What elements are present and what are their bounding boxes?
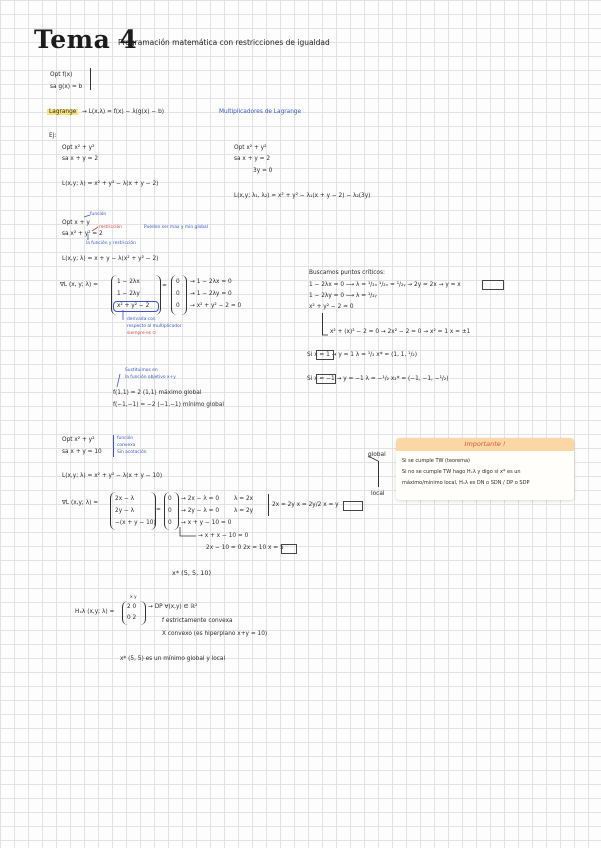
case-negative: Si x = −1 → y = −1 λ = −¹/₂ x₂* = (−1, −1, −¹/₂) — [307, 376, 449, 382]
ex3-eq-2: → 2y − λ = 0 — [181, 508, 220, 514]
derivative-note-1: derivada con — [127, 317, 156, 322]
ex2-zero-2: 0 — [176, 291, 180, 297]
ex3-result: 2x = 2y x = 2y/2 x = y — [272, 502, 339, 508]
ex2-note-max: Pueden ser max y min global — [144, 225, 208, 230]
hessian-lhs: Hₓλ (x,y; λ) = — [75, 609, 115, 615]
ex3-zero-1: 0 — [168, 496, 172, 502]
ex2-eq-2: → 1 − 2λy = 0 — [190, 291, 232, 297]
def-sa: sa g(x) = b — [50, 84, 83, 90]
hessian-row-1: 2 0 — [127, 604, 137, 610]
ex2-note-restr: restricción — [99, 225, 122, 230]
example-b-lagrangian: L(x,y; λ₁, λ₂) = x² + y² − λ₁(x + y − 2) − λ₂(3y) — [234, 193, 371, 199]
substitution-line: x² + (x)² − 2 = 0 → 2x² − 2 = 0 → x² = 1 x = ±1 — [330, 329, 471, 335]
important-line-2: Si no se cumple TW hago Hₓλ y digo si x* es un — [402, 469, 521, 475]
ex3-note-3: Sin acotación — [117, 450, 147, 455]
value-min: f(−1,−1) = −2 (−1,−1) mínimo global — [113, 402, 224, 408]
ex2-sa: sa x² + y² = 2 — [62, 231, 103, 237]
derivative-note-2: respecto al multiplicador — [127, 324, 182, 329]
hessian-note-2: f estrictamente convexa — [162, 618, 233, 624]
ex3-zero-2: 0 — [168, 508, 172, 514]
ex2-eq-1: → 1 − 2λx = 0 — [190, 279, 232, 285]
ex3-lagrangian: L(x,y; λ) = x² + y² − λ(x + y − 10) — [62, 473, 163, 479]
ex3-xstar: x* (5, 5, 10) — [172, 569, 212, 577]
hessian-labels: x y — [130, 595, 137, 600]
ex2-zero-1: 0 — [176, 279, 180, 285]
ex3-sub-2: 2x − 10 = 0 2x = 10 x = 5 — [206, 545, 284, 551]
ex2-zero-3: 0 — [176, 303, 180, 309]
arrow-to-restr-note — [92, 227, 98, 231]
important-title: Importante ! — [396, 438, 574, 451]
multipliers-label: Multiplicadores de Lagrange — [219, 109, 302, 115]
page-subtitle: Programación matemática con restricciones de igualdad — [118, 38, 330, 47]
ex3-lambda-1: λ = 2x — [234, 496, 254, 502]
ex2-opt: Opt x + y — [62, 220, 90, 226]
local-label: local — [371, 491, 385, 497]
case-positive: Si x = 1 → y = 1 λ = ¹/₂ x* = (1, 1, ¹/₂) — [307, 352, 417, 358]
ex3-lambda-2: λ = 2y — [234, 508, 254, 514]
ex3-gradient-lhs: ∇L (x,y; λ) = — [62, 500, 99, 506]
critical-title: Buscamos puntos críticos: — [309, 270, 385, 276]
hessian-note-3: X convexo (es hiperplano x+y = 10) — [162, 631, 268, 637]
ex2-eq-3: → x² + y² − 2 = 0 — [190, 303, 242, 309]
ex2-gradient-lhs: ∇L (x, y; λ) = — [60, 282, 98, 288]
global-label: global — [368, 452, 386, 458]
ex3-grad-row-3: −(x + y − 10) — [115, 520, 156, 526]
ex3-grad-row-2: 2y − λ — [115, 508, 135, 514]
important-line-3: máximo/mínimo local, Hₓλ es DN o SDN / DP o SDP — [402, 480, 530, 486]
replace-note-2: la función objetivo x+y — [125, 375, 176, 380]
example-b-sa1: sa x + y = 2 — [234, 156, 271, 162]
arrow-to-fn-note — [84, 215, 90, 217]
arrow-global — [368, 456, 378, 461]
critical-row-2: 1 − 2λy = 0 ⟶ λ = ¹/₂ᵧ — [309, 293, 377, 299]
derivative-note-3: siempre es ∅ — [127, 331, 157, 336]
arrow-to-values — [117, 374, 120, 387]
hessian-note-1: → DP ∀(x,y) ∈ ℝ² — [148, 604, 198, 610]
example-a-lagrangian: L(x,y; λ) = x² + y² − λ(x + y − 2) — [62, 181, 159, 187]
ex3-grad-row-1: 2x − λ — [115, 496, 135, 502]
ex2-lagrangian: L(x,y; λ) = x + y − λ(x² + y² − 2) — [62, 256, 159, 262]
arrow-ex3-sub — [180, 527, 196, 536]
example-b-opt: Opt x² + y² — [234, 145, 267, 151]
ex3-eq-3: → x + y − 10 = 0 — [181, 520, 232, 526]
example-b-sa2: 3y = 0 — [253, 168, 273, 174]
lagrange-label: Lagrange — [49, 109, 77, 115]
ex3-eq-1: → 2x − λ = 0 — [181, 496, 220, 502]
ex3-note-1: función — [117, 436, 134, 441]
ex3-zero-3: 0 — [168, 520, 172, 526]
replace-note-1: Sustituimos en — [125, 368, 158, 373]
ex2-grad-row-1: 1 − 2λx — [117, 279, 140, 285]
critical-row-1: 1 − 2λx = 0 ⟶ λ = ¹/₂ₓ ¹/₂ₓ = ¹/₂ᵧ → 2y = 2x → y = x — [309, 282, 461, 288]
example-a-sa: sa x + y = 2 — [62, 156, 99, 162]
example-label: Ej: — [49, 133, 57, 139]
lagrange-formula: → L(x,λ) = f(x) − λ(g(x) − b) — [82, 109, 165, 115]
value-max: f(1,1) = 2 (1,1) máximo global — [113, 390, 202, 396]
ex3-equals: = — [156, 507, 161, 513]
hessian-row-2: 0 2 — [127, 615, 137, 621]
page-title: Tema 4 — [34, 25, 138, 54]
ex3-sub-1: → x + x − 10 = 0 — [198, 533, 249, 539]
ex2-grad-row-2: 1 − 2λy — [117, 291, 140, 297]
ex2-note-fn: función — [90, 212, 107, 217]
ex3-opt: Opt x² + y² — [62, 437, 95, 443]
critical-row-3: x² + y² − 2 = 0 — [309, 304, 354, 310]
ex2-note-domain: la función y restricción — [86, 241, 136, 246]
ex2-equals: = — [162, 283, 167, 289]
conclusion: x* (5, 5) es un mínimo global y local — [120, 656, 226, 662]
ex3-sa: sa x + y = 10 — [62, 449, 102, 455]
example-a-opt: Opt x² + y² — [62, 145, 95, 151]
def-opt: Opt f(x) — [50, 72, 73, 78]
ex3-note-2: convexa — [117, 443, 136, 448]
important-line-1: Si se cumple TW (teorema) — [402, 458, 470, 464]
ex2-grad-row-3: x² + y² − 2 — [117, 303, 150, 309]
